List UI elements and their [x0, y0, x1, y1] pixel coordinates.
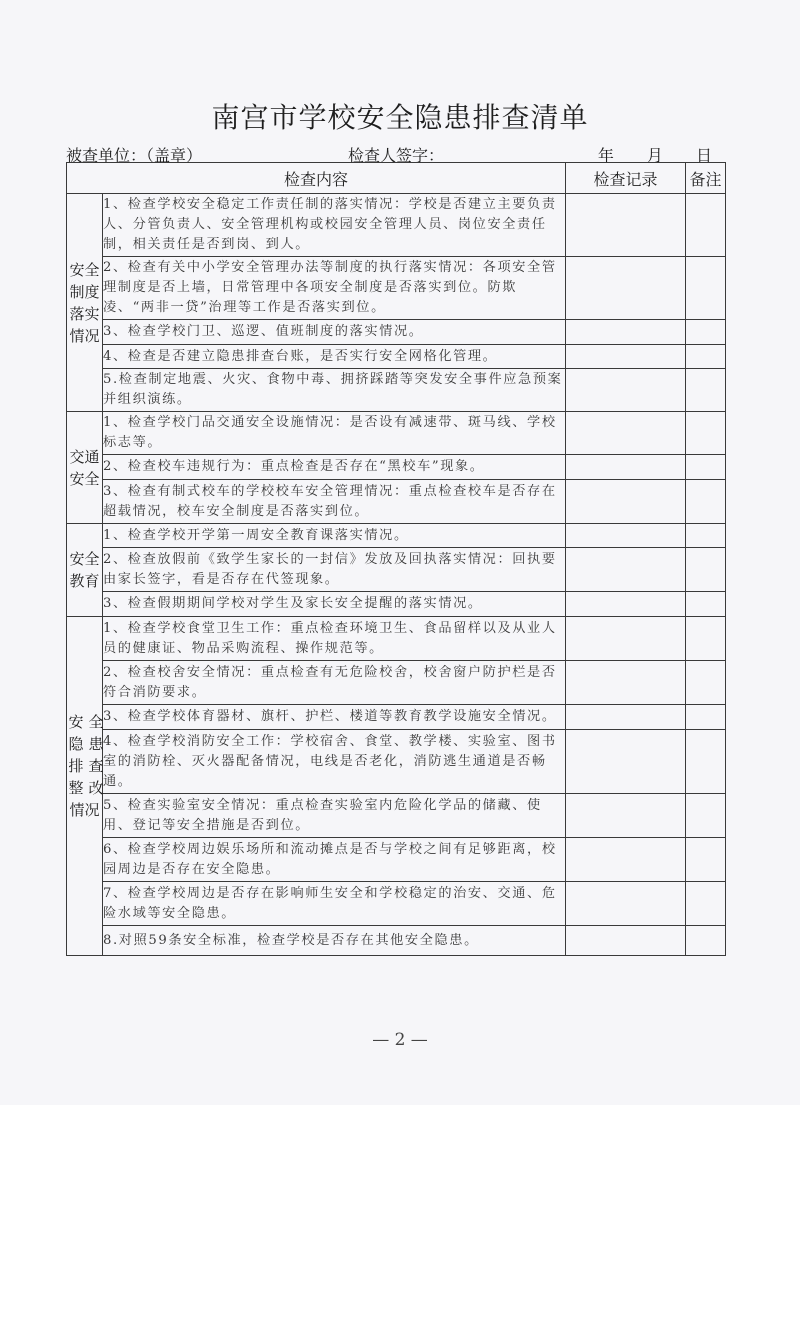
table-row: [67, 794, 726, 838]
record-cell[interactable]: [566, 548, 686, 592]
record-cell[interactable]: [566, 617, 686, 661]
check-item: 2、检查有关中小学安全管理办法等制度的执行落实情况：各项安全管理制度是否上墙，日常管理中各项安全制度是否落实到位。防欺凌、“两非一贷”治理等工作是否落实到位。: [103, 257, 566, 320]
remark-cell[interactable]: [686, 320, 726, 345]
remark-cell[interactable]: [686, 369, 726, 412]
table-row: [67, 345, 726, 369]
record-cell[interactable]: [566, 412, 686, 455]
check-item: 3、检查假期期间学校对学生及家长安全提醒的落实情况。: [103, 592, 566, 617]
table-row: [67, 320, 726, 345]
record-cell[interactable]: [566, 369, 686, 412]
check-item: 1、检查学校开学第一周安全教育课落实情况。: [103, 524, 566, 548]
record-cell[interactable]: [566, 345, 686, 369]
remark-cell[interactable]: [686, 592, 726, 617]
table-row: [67, 455, 726, 480]
remark-cell[interactable]: [686, 882, 726, 926]
table-row: [67, 548, 726, 592]
table-row: [67, 524, 726, 548]
table-row: [67, 661, 726, 705]
remark-cell[interactable]: [686, 926, 726, 956]
check-item: 3、检查有制式校车的学校校车安全管理情况：重点检查校车是否存在超载情况，校车安全制度是否落实到位。: [103, 480, 566, 524]
record-cell[interactable]: [566, 661, 686, 705]
remark-cell[interactable]: [686, 194, 726, 257]
check-item: 1、检查学校门品交通安全设施情况：是否设有减速带、斑马线、学校标志等。: [103, 412, 566, 455]
record-cell[interactable]: [566, 794, 686, 838]
remark-cell[interactable]: [686, 705, 726, 730]
page-number: — 2 —: [372, 1030, 428, 1050]
inspection-checklist-table: [66, 162, 726, 956]
remark-cell[interactable]: [686, 548, 726, 592]
remark-cell[interactable]: [686, 480, 726, 524]
inspector-signature-label: 检查人签字：: [348, 146, 445, 165]
category-safety-system: 安全 制度 落实 情况: [67, 194, 103, 412]
header-remark: 备注: [686, 163, 726, 194]
remark-cell[interactable]: [686, 794, 726, 838]
record-cell[interactable]: [566, 592, 686, 617]
check-item: 1、检查学校食堂卫生工作：重点检查环境卫生、食品留样以及从业人员的健康证、物品采购流程、操作规范等。: [103, 617, 566, 661]
check-item: 2、检查放假前《致学生家长的一封信》发放及回执落实情况：回执要由家长签字，看是否存在代签现象。: [103, 548, 566, 592]
record-cell[interactable]: [566, 730, 686, 794]
remark-cell[interactable]: [686, 661, 726, 705]
document-title: 南宫市学校安全隐患排查清单: [211, 101, 589, 134]
table-header-row: [67, 163, 726, 194]
record-cell[interactable]: [566, 480, 686, 524]
check-item: 5.检查制定地震、火灾、食物中毒、拥挤踩踏等突发安全事件应急预案并组织演练。: [103, 369, 566, 412]
table-row: [67, 926, 726, 956]
check-item: 4、检查学校消防安全工作：学校宿舍、食堂、教学楼、实验室、图书室的消防栓、灭火器配备情况，电线是否老化，消防逃生通道是否畅通。: [103, 730, 566, 794]
remark-cell[interactable]: [686, 524, 726, 548]
table-row: [67, 412, 726, 455]
check-item: 5、检查实验室安全情况：重点检查实验室内危险化学品的储藏、使用、登记等安全措施是否到位。: [103, 794, 566, 838]
check-item: 3、检查学校体育器材、旗杆、护栏、楼道等教育教学设施安全情况。: [103, 705, 566, 730]
check-item: 2、检查校车违规行为：重点检查是否存在“黑校车”现象。: [103, 455, 566, 480]
table-row: [67, 617, 726, 661]
record-cell[interactable]: [566, 705, 686, 730]
table-row: [67, 592, 726, 617]
record-cell[interactable]: [566, 838, 686, 882]
table-row: [67, 257, 726, 320]
table-row: [67, 194, 726, 257]
record-cell[interactable]: [566, 320, 686, 345]
check-item: 7、检查学校周边是否存在影响师生安全和学校稳定的治安、交通、危险水域等安全隐患。: [103, 882, 566, 926]
remark-cell[interactable]: [686, 838, 726, 882]
check-item: 6、检查学校周边娱乐场所和流动摊点是否与学校之间有足够距离，校园周边是否存在安全隐患。: [103, 838, 566, 882]
check-item: 3、检查学校门卫、巡逻、值班制度的落实情况。: [103, 320, 566, 345]
table-row: [67, 480, 726, 524]
record-cell[interactable]: [566, 194, 686, 257]
table-row: [67, 838, 726, 882]
check-item: 8.对照59条安全标准，检查学校是否存在其他安全隐患。: [103, 926, 566, 956]
check-item: 2、检查校舍安全情况：重点检查有无危险校舍，校舍窗户防护栏是否符合消防要求。: [103, 661, 566, 705]
table-row: [67, 882, 726, 926]
record-cell[interactable]: [566, 882, 686, 926]
record-cell[interactable]: [566, 926, 686, 956]
check-item: 4、检查是否建立隐患排查台账，是否实行安全网格化管理。: [103, 345, 566, 369]
table-row: [67, 705, 726, 730]
table-row: [67, 369, 726, 412]
record-cell[interactable]: [566, 455, 686, 480]
header-content: 检查内容: [67, 163, 566, 194]
record-cell[interactable]: [566, 257, 686, 320]
date-label: 年 月 日: [597, 146, 726, 165]
header-record: 检查记录: [566, 163, 686, 194]
remark-cell[interactable]: [686, 412, 726, 455]
remark-cell[interactable]: [686, 617, 726, 661]
check-item: 1、检查学校安全稳定工作责任制的落实情况：学校是否建立主要负责人、分管负责人、安全管理机构或校园安全管理人员、岗位安全责任制，相关责任是否到岗、到人。: [103, 194, 566, 257]
category-hazard-inspection: 安 全 隐 患 排 查 整 改 情况: [67, 617, 103, 956]
table-row: [67, 730, 726, 794]
record-cell[interactable]: [566, 524, 686, 548]
remark-cell[interactable]: [686, 455, 726, 480]
category-traffic-safety: 交通 安全: [67, 412, 103, 524]
remark-cell[interactable]: [686, 257, 726, 320]
category-safety-education: 安全 教育: [67, 524, 103, 617]
remark-cell[interactable]: [686, 730, 726, 794]
remark-cell[interactable]: [686, 345, 726, 369]
inspected-unit-label: 被查单位：（盖章）: [66, 146, 203, 165]
